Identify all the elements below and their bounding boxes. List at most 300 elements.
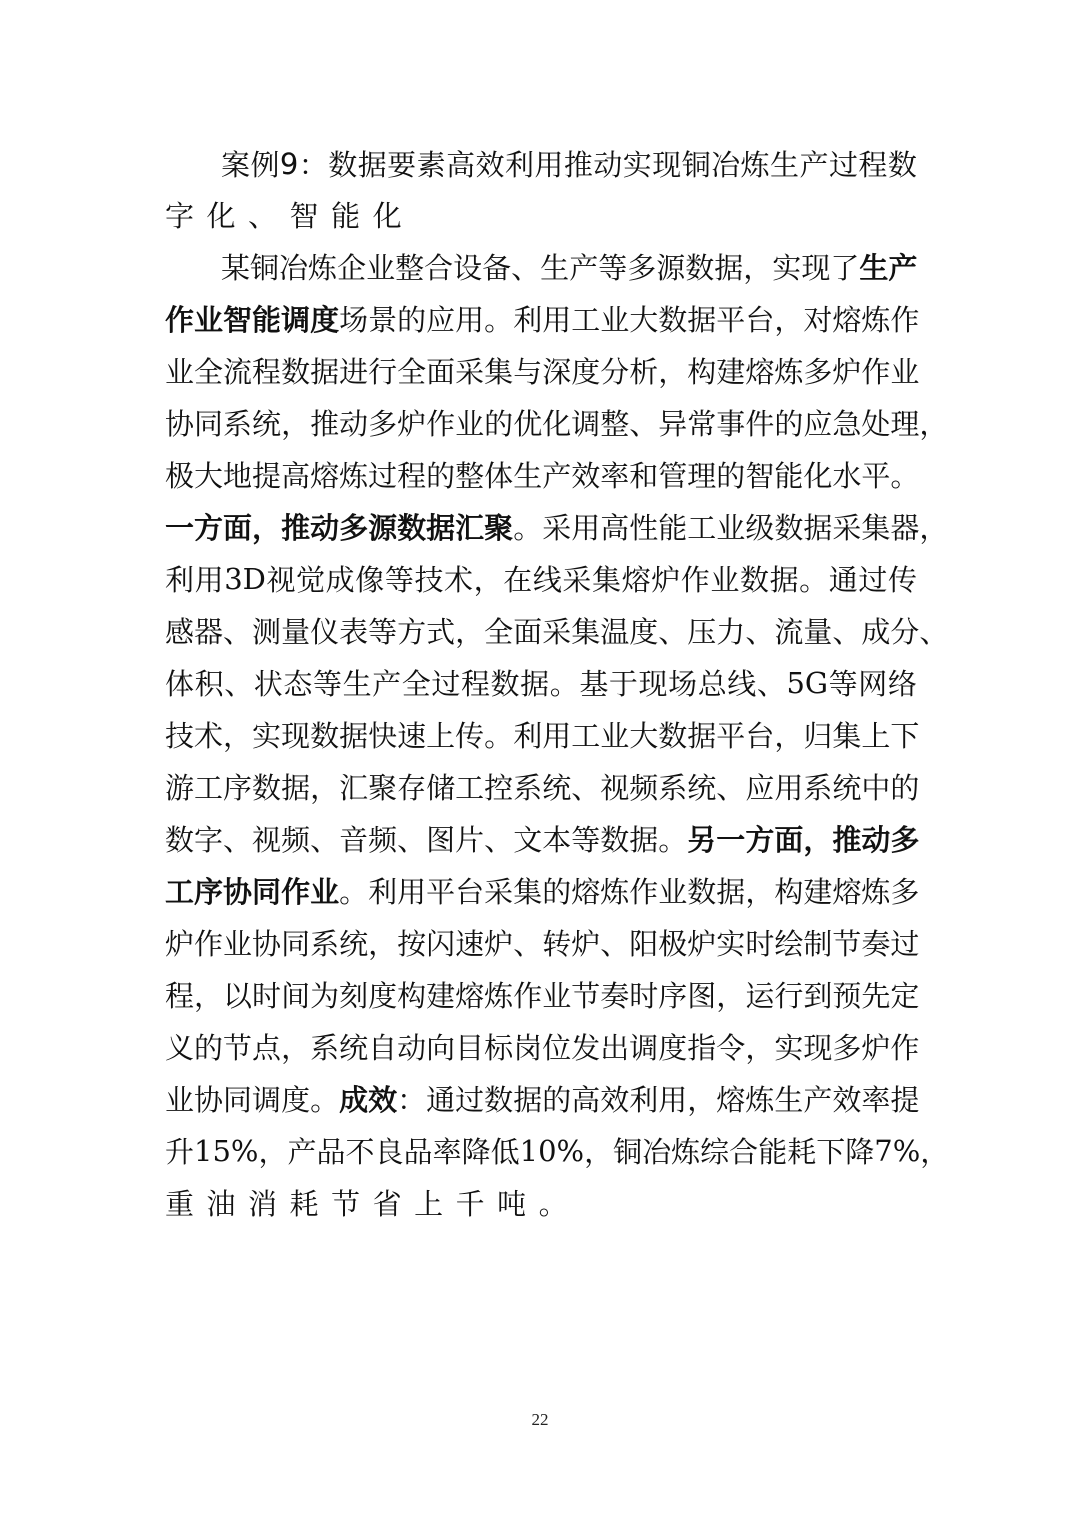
text: 高 (281, 459, 311, 493)
text: 频 (368, 823, 398, 857)
text: 速 (455, 927, 485, 961)
text: 高 (600, 511, 630, 545)
text: ： (397, 1083, 427, 1117)
text: ， (455, 615, 485, 649)
text: 炼 (671, 1135, 701, 1169)
text: 业 (710, 563, 740, 597)
text: 行 (368, 355, 398, 389)
text: 能 (774, 459, 804, 493)
text: ， (223, 719, 253, 753)
text: 作 (513, 979, 543, 1013)
text: 感 (165, 615, 195, 649)
bold-text: 业 (194, 303, 224, 337)
text: 数 (484, 1083, 514, 1117)
text: 全 (401, 667, 431, 701)
text: 聚 (368, 771, 398, 805)
text: 熔 (832, 875, 862, 909)
text: 。 (658, 823, 688, 857)
text: 低 (490, 1135, 520, 1169)
text: 、 (600, 927, 630, 961)
text: 过 (431, 667, 461, 701)
text: 构 (397, 979, 427, 1013)
text: 采 (542, 615, 572, 649)
text: 冶 (279, 251, 309, 285)
text: 处 (861, 407, 891, 441)
text: 炉 (651, 563, 681, 597)
text: 管 (658, 459, 688, 493)
text: 量 (803, 615, 833, 649)
text: 流 (774, 615, 804, 649)
text: 业 (165, 1083, 195, 1117)
text: 系 (658, 771, 688, 805)
text: ， (658, 355, 688, 389)
text: 令 (716, 1031, 746, 1065)
paragraph-line (165, 916, 920, 969)
bold-text: 调 (281, 303, 311, 337)
text: 制 (803, 927, 833, 961)
bold-text: 一 (716, 823, 746, 857)
text: 程 (858, 148, 888, 182)
text: 线 (727, 667, 757, 701)
text: 某 (221, 251, 251, 285)
text: 数 (685, 251, 715, 285)
text: 析 (629, 355, 659, 389)
text: 性 (629, 511, 659, 545)
text: 据 (716, 875, 746, 909)
text: 数 (600, 823, 630, 857)
text: 态 (283, 667, 313, 701)
text: ， (919, 407, 949, 441)
bold-text: 推 (832, 823, 862, 857)
text: 向 (426, 1031, 456, 1065)
text: 现 (638, 667, 668, 701)
text: 调 (571, 407, 601, 441)
text: 表 (339, 615, 369, 649)
text: 耗 (289, 1187, 319, 1221)
text: 、 (248, 199, 278, 233)
text: 大 (194, 459, 224, 493)
text: 炼 (740, 148, 770, 182)
bold-text: 面 (223, 511, 253, 545)
text: 多 (890, 875, 920, 909)
text: 作 (629, 875, 659, 909)
text: ， (281, 1031, 311, 1065)
text: 闪 (426, 927, 456, 961)
paragraph-line (165, 812, 920, 865)
text: 大 (629, 719, 659, 753)
text: 程 (397, 459, 427, 493)
text: 降 (461, 1135, 491, 1169)
bold-text: 据 (426, 511, 456, 545)
text: 为 (310, 979, 340, 1013)
text: 9 (279, 146, 299, 181)
text: 5G (786, 665, 829, 700)
text: 生 (513, 459, 543, 493)
text: 油 (206, 1187, 236, 1221)
text: 传 (455, 719, 485, 753)
text: 下 (816, 1135, 846, 1169)
text: 多 (803, 355, 833, 389)
text: 上 (414, 1187, 444, 1221)
text: 度 (629, 615, 659, 649)
text: 能 (331, 199, 361, 233)
text: 熔 (621, 563, 651, 597)
text: 面 (426, 355, 456, 389)
text: 以 (223, 979, 253, 1013)
text: 奏 (861, 927, 891, 961)
text: 炼 (339, 459, 369, 493)
text: 义 (165, 1031, 195, 1065)
bold-text: 推 (281, 511, 311, 545)
bold-text: 聚 (484, 511, 514, 545)
text: 建 (716, 355, 746, 389)
bold-text: 同 (252, 875, 282, 909)
bold-text: 协 (223, 875, 253, 909)
text: 用 (658, 1083, 688, 1117)
text: 备 (482, 251, 512, 285)
text: 统 (252, 407, 282, 441)
text: ： (298, 148, 328, 182)
text: 奏 (600, 979, 630, 1013)
bold-text: 能 (252, 303, 282, 337)
text: 设 (453, 251, 483, 285)
text: 自 (368, 1031, 398, 1065)
text: 视 (266, 563, 296, 597)
text: 熔 (310, 459, 340, 493)
text: 的 (484, 407, 514, 441)
text: 术 (194, 719, 224, 753)
text: 流 (223, 355, 253, 389)
text: 消 (248, 1187, 278, 1221)
text: 、 (223, 823, 253, 857)
text: 系 (310, 927, 340, 961)
text: 标 (484, 1031, 514, 1065)
text: 熔 (716, 1083, 746, 1117)
text: ， (258, 1135, 288, 1169)
text: 业 (165, 355, 195, 389)
text: 上 (426, 719, 456, 753)
text: 数 (774, 511, 804, 545)
text: 动 (397, 1031, 427, 1065)
text: 铜 (250, 251, 280, 285)
bold-text: 一 (165, 511, 195, 545)
text: 整 (600, 407, 630, 441)
text: 先 (861, 979, 891, 1013)
text: 压 (687, 615, 717, 649)
text: 化 (372, 199, 402, 233)
text: 采 (542, 511, 572, 545)
text: 用 (774, 771, 804, 805)
text: 、 (571, 771, 601, 805)
text: 等 (598, 251, 628, 285)
text: 平 (426, 875, 456, 909)
text: 数 (658, 303, 688, 337)
text: 字 (165, 199, 195, 233)
text: 通 (426, 1083, 456, 1117)
text: 视 (600, 771, 630, 805)
text: 汇 (339, 771, 369, 805)
text: 数 (490, 667, 520, 701)
text: 业 (366, 251, 396, 285)
text: 数 (739, 563, 769, 597)
text: 业 (455, 407, 485, 441)
text: 、 (919, 615, 949, 649)
text: 优 (513, 407, 543, 441)
text: 作 (194, 927, 224, 961)
text: 系 (513, 771, 543, 805)
text: 提 (252, 459, 282, 493)
text: 3D (224, 561, 266, 596)
text: 作 (890, 303, 920, 337)
text: 炼 (600, 875, 630, 909)
paragraph-line (165, 396, 949, 449)
text: 综 (700, 1135, 730, 1169)
text: 产 (569, 251, 599, 285)
text: 预 (832, 979, 862, 1013)
text: 统 (339, 927, 369, 961)
text: 数 (658, 719, 688, 753)
text: 作 (426, 407, 456, 441)
text: 视 (252, 823, 282, 857)
text: 据 (629, 823, 659, 857)
text: 时 (745, 927, 775, 961)
text: 15% (194, 1133, 259, 1168)
text: 动 (593, 148, 623, 182)
text: 的 (397, 303, 427, 337)
text: ， (687, 1083, 717, 1117)
text: 炉 (484, 927, 514, 961)
text: 应 (745, 771, 775, 805)
text: 节 (571, 979, 601, 1013)
text: 例 (250, 148, 280, 182)
text: 定 (890, 979, 920, 1013)
text: 业 (223, 927, 253, 961)
case-title-line (165, 188, 917, 241)
text: 千 (455, 1187, 485, 1221)
text: 全 (194, 355, 224, 389)
text: 素 (416, 148, 446, 182)
text: 建 (426, 979, 456, 1013)
text: 状 (253, 667, 283, 701)
text: 时 (629, 979, 659, 1013)
text: 中 (861, 771, 891, 805)
text: 成 (325, 563, 355, 597)
text: 据 (513, 1083, 543, 1117)
text: 业 (658, 875, 688, 909)
text: 采 (562, 563, 592, 597)
text: 利 (165, 563, 195, 597)
text: 据 (687, 303, 717, 337)
text: 网 (858, 667, 888, 701)
text: 分 (600, 355, 630, 389)
paragraph-line (165, 864, 920, 917)
page-number: 22 (531, 1410, 549, 1429)
text: 炉 (832, 355, 862, 389)
text: 产 (372, 667, 402, 701)
bold-text: 另 (687, 823, 717, 857)
text: 像 (355, 563, 385, 597)
text: 企 (337, 251, 367, 285)
text: 的 (426, 459, 456, 493)
text: 。 (484, 719, 514, 753)
text: 炼 (774, 355, 804, 389)
text: 、 (224, 667, 254, 701)
text: 生 (770, 148, 800, 182)
text: 生 (540, 251, 570, 285)
text: 应 (426, 303, 456, 337)
bold-text: 多 (339, 511, 369, 545)
text: 系 (803, 771, 833, 805)
text: 下 (890, 719, 920, 753)
text: 利 (629, 1083, 659, 1117)
text: 控 (484, 771, 514, 805)
text: 炼 (861, 875, 891, 909)
text: 、 (658, 615, 688, 649)
bold-text: 动 (861, 823, 891, 857)
text: 化 (803, 459, 833, 493)
text: 刻 (339, 979, 369, 1013)
text: 。 (484, 303, 514, 337)
paragraph-line (165, 292, 920, 345)
text: 地 (223, 459, 253, 493)
text: ， (310, 771, 340, 805)
text: 频 (629, 771, 659, 805)
text: 化 (206, 199, 236, 233)
text: 智 (745, 459, 775, 493)
text: 采 (455, 355, 485, 389)
text: 极 (658, 927, 688, 961)
text: 铜 (613, 1135, 643, 1169)
text: 、 (716, 771, 746, 805)
text: 、 (223, 615, 253, 649)
text: 成 (861, 615, 891, 649)
text: 实 (772, 251, 802, 285)
text: 业 (716, 511, 746, 545)
text: 、 (310, 823, 340, 857)
text: 采 (832, 511, 862, 545)
text: 器 (194, 615, 224, 649)
bold-text: 源 (368, 511, 398, 545)
bold-text: 多 (890, 823, 920, 857)
text: 合 (424, 251, 454, 285)
text: 据 (769, 563, 799, 597)
text: 炉 (861, 1031, 891, 1065)
text: 。 (310, 1083, 340, 1117)
text: 到 (803, 979, 833, 1013)
text: 。 (890, 459, 920, 493)
bold-text: 工 (165, 875, 195, 909)
text: 耗 (787, 1135, 817, 1169)
text: 出 (600, 1031, 630, 1065)
text: 业 (542, 979, 572, 1013)
text: 利 (513, 719, 543, 753)
text: 熔 (455, 979, 485, 1013)
text: 统 (832, 771, 862, 805)
bold-text: 动 (310, 511, 340, 545)
text: 技 (414, 563, 444, 597)
text: 用 (542, 303, 572, 337)
text: 炉 (571, 927, 601, 961)
text: 数 (252, 771, 282, 805)
text: 数 (281, 355, 311, 389)
text: 升 (165, 1135, 195, 1169)
text: 级 (745, 511, 775, 545)
text: 据 (520, 667, 550, 701)
text: 仪 (310, 615, 340, 649)
text: 过 (828, 148, 858, 182)
text: 平 (861, 459, 891, 493)
text: 运 (745, 979, 775, 1013)
text: 线 (532, 563, 562, 597)
bold-text: ， (252, 511, 282, 545)
text: 整 (455, 459, 485, 493)
text: 位 (542, 1031, 572, 1065)
text: 智 (289, 199, 319, 233)
text: 构 (687, 355, 717, 389)
text: 对 (803, 303, 833, 337)
text: 和 (629, 459, 659, 493)
text: 数 (310, 719, 340, 753)
text: 全 (397, 355, 427, 389)
paragraph-line (165, 968, 920, 1021)
text: 工 (571, 719, 601, 753)
text: ， (281, 407, 311, 441)
text: 、 (397, 823, 427, 857)
text: 时 (252, 979, 282, 1013)
text: 通 (828, 563, 858, 597)
text: 炉 (165, 927, 195, 961)
text: 高 (571, 1083, 601, 1117)
text: ， (774, 719, 804, 753)
text: 图 (426, 823, 456, 857)
text: 作 (861, 355, 891, 389)
text: 温 (600, 615, 630, 649)
text: 产 (542, 459, 572, 493)
text: 分 (890, 615, 920, 649)
text: ， (919, 511, 949, 545)
text: 炼 (308, 251, 338, 285)
text: 工 (571, 303, 601, 337)
text: 总 (697, 667, 727, 701)
text: 图 (687, 979, 717, 1013)
text: 工 (687, 511, 717, 545)
text: 的 (890, 771, 920, 805)
text: 铜 (681, 148, 711, 182)
bold-text: 面 (774, 823, 804, 857)
text: ， (584, 1135, 614, 1169)
text: 作 (890, 1031, 920, 1065)
text: 炉 (687, 927, 717, 961)
text: 据 (281, 771, 311, 805)
text: 积 (194, 667, 224, 701)
text: 品 (403, 1135, 433, 1169)
paragraph-line (165, 448, 920, 501)
bold-text: 生 (859, 251, 889, 285)
text: 用 (534, 148, 564, 182)
text: 用 (397, 875, 427, 909)
text: 音 (339, 823, 369, 857)
text: 按 (397, 927, 427, 961)
text: 传 (887, 563, 917, 597)
text: 要 (387, 148, 417, 182)
text: ， (745, 875, 775, 909)
text: 储 (426, 771, 456, 805)
text: 存 (397, 771, 427, 805)
text: 间 (281, 979, 311, 1013)
bold-text: 数 (397, 511, 427, 545)
text: 数 (165, 823, 195, 857)
paragraph-line (165, 1124, 950, 1177)
